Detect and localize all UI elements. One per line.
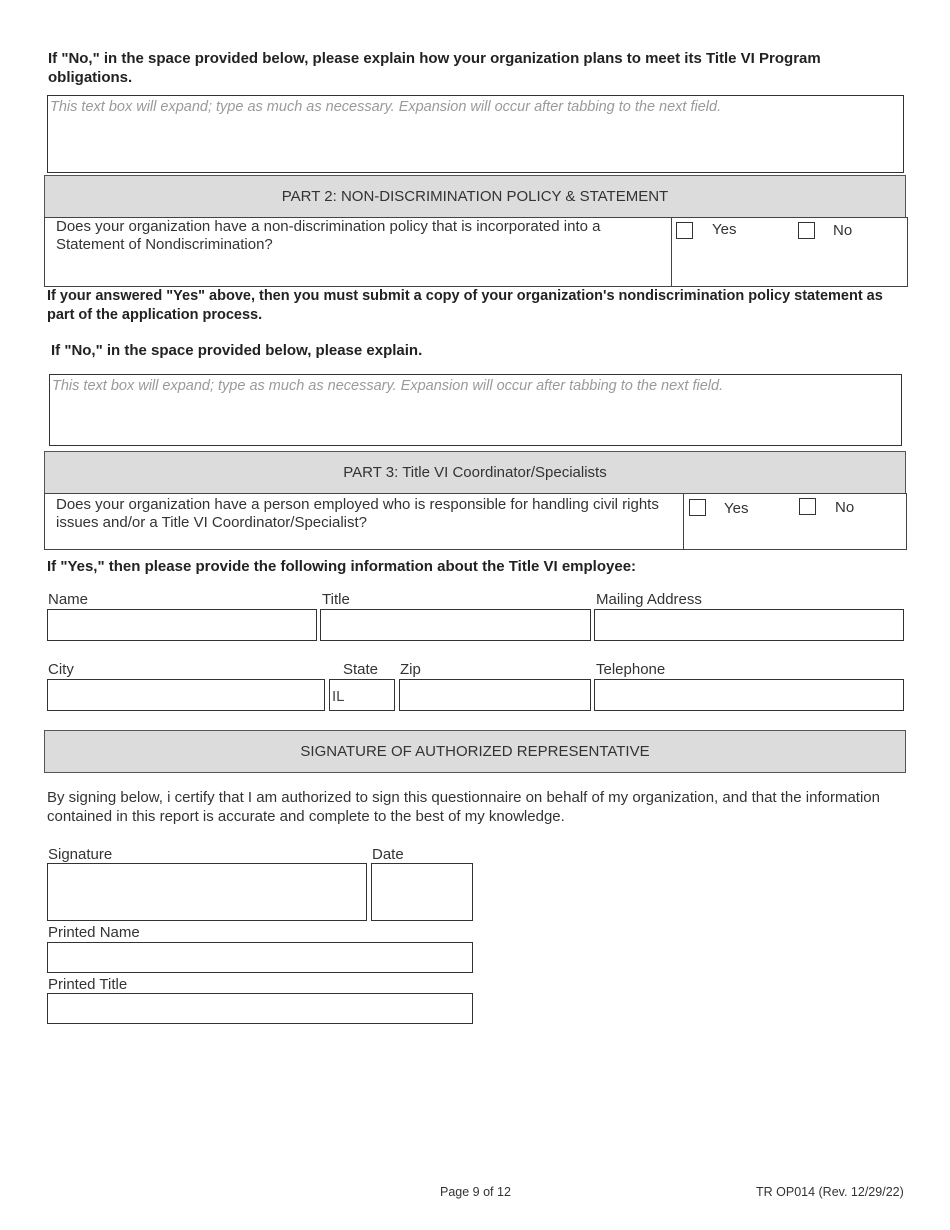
printed-title-input[interactable] (47, 993, 473, 1024)
date-input[interactable] (371, 863, 473, 921)
form-id: TR OP014 (Rev. 12/29/22) (756, 1185, 904, 1199)
mailing-address-input[interactable] (594, 609, 904, 641)
part3-question-row (44, 493, 907, 550)
part2-section-header: PART 2: NON-DISCRIMINATION POLICY & STATEMENT (44, 175, 906, 218)
part3-yes-checkbox[interactable] (689, 499, 706, 516)
printed-name-input[interactable] (47, 942, 473, 973)
column-divider (683, 494, 684, 549)
part2-explain-textarea[interactable]: This text box will expand; type as much as necessary. Expansion will occur after tabbing to the next field. (49, 374, 902, 446)
name-label: Name (48, 591, 89, 608)
printed-name-label: Printed Name (48, 924, 140, 941)
part2-question-text: Does your organization have a non-discrimination policy that is incorporated into a Statement of Nondiscrimination? (56, 218, 601, 253)
part3-no-checkbox[interactable] (799, 498, 816, 515)
part2-no-label: No (833, 222, 853, 239)
state-input[interactable]: IL (329, 679, 395, 711)
part1-explain-textarea[interactable]: This text box will expand; type as much as necessary. Expansion will occur after tabbing to the next field. (47, 95, 904, 173)
part3-section-header: PART 3: Title VI Coordinator/Specialists (44, 451, 906, 494)
part1-if-no-instruction: If "No," in the space provided below, please explain how your organization plans to meet its Title VI Program obligations. (48, 50, 821, 86)
part2-if-no-instruction: If "No," in the space provided below, please explain. (51, 342, 423, 359)
name-input[interactable] (47, 609, 317, 641)
part3-no-label: No (835, 499, 855, 516)
part2-no-checkbox[interactable] (798, 222, 815, 239)
telephone-input[interactable] (594, 679, 904, 711)
page-number: Page 9 of 12 (440, 1185, 511, 1199)
part2-yes-checkbox[interactable] (676, 222, 693, 239)
printed-title-label: Printed Title (48, 976, 128, 993)
signature-input[interactable] (47, 863, 367, 921)
mailing-address-label: Mailing Address (596, 591, 702, 608)
zip-label: Zip (400, 661, 421, 678)
title-label: Title (322, 591, 350, 608)
part2-question-row (44, 217, 908, 287)
zip-input[interactable] (399, 679, 591, 711)
part3-question-text: Does your organization have a person employed who is responsible for handling civil rights issues and/or a Title VI Coordinator/Specialist? (56, 496, 659, 531)
certification-text: By signing below, i certify that I am authorized to sign this questionnaire on behalf of my organization, and that the information contained in this report is accurate and complete to the best of my knowledge. (47, 789, 880, 825)
city-input[interactable] (47, 679, 325, 711)
signature-section-header: SIGNATURE OF AUTHORIZED REPRESENTATIVE (44, 730, 906, 773)
state-label: State (343, 661, 379, 678)
part2-yes-label: Yes (712, 221, 737, 238)
title-input[interactable] (320, 609, 591, 641)
telephone-label: Telephone (596, 661, 666, 678)
signature-label: Signature (48, 846, 113, 863)
city-label: City (48, 661, 74, 678)
column-divider (671, 218, 672, 286)
part3-yes-label: Yes (724, 500, 749, 517)
date-label: Date (372, 846, 404, 863)
part2-yes-note: If your answered "Yes" above, then you must submit a copy of your organization's nondiscrimination policy statement as part of the application process. (47, 288, 883, 323)
part3-if-yes-instruction: If "Yes," then please provide the following information about the Title VI employee: (47, 558, 637, 575)
